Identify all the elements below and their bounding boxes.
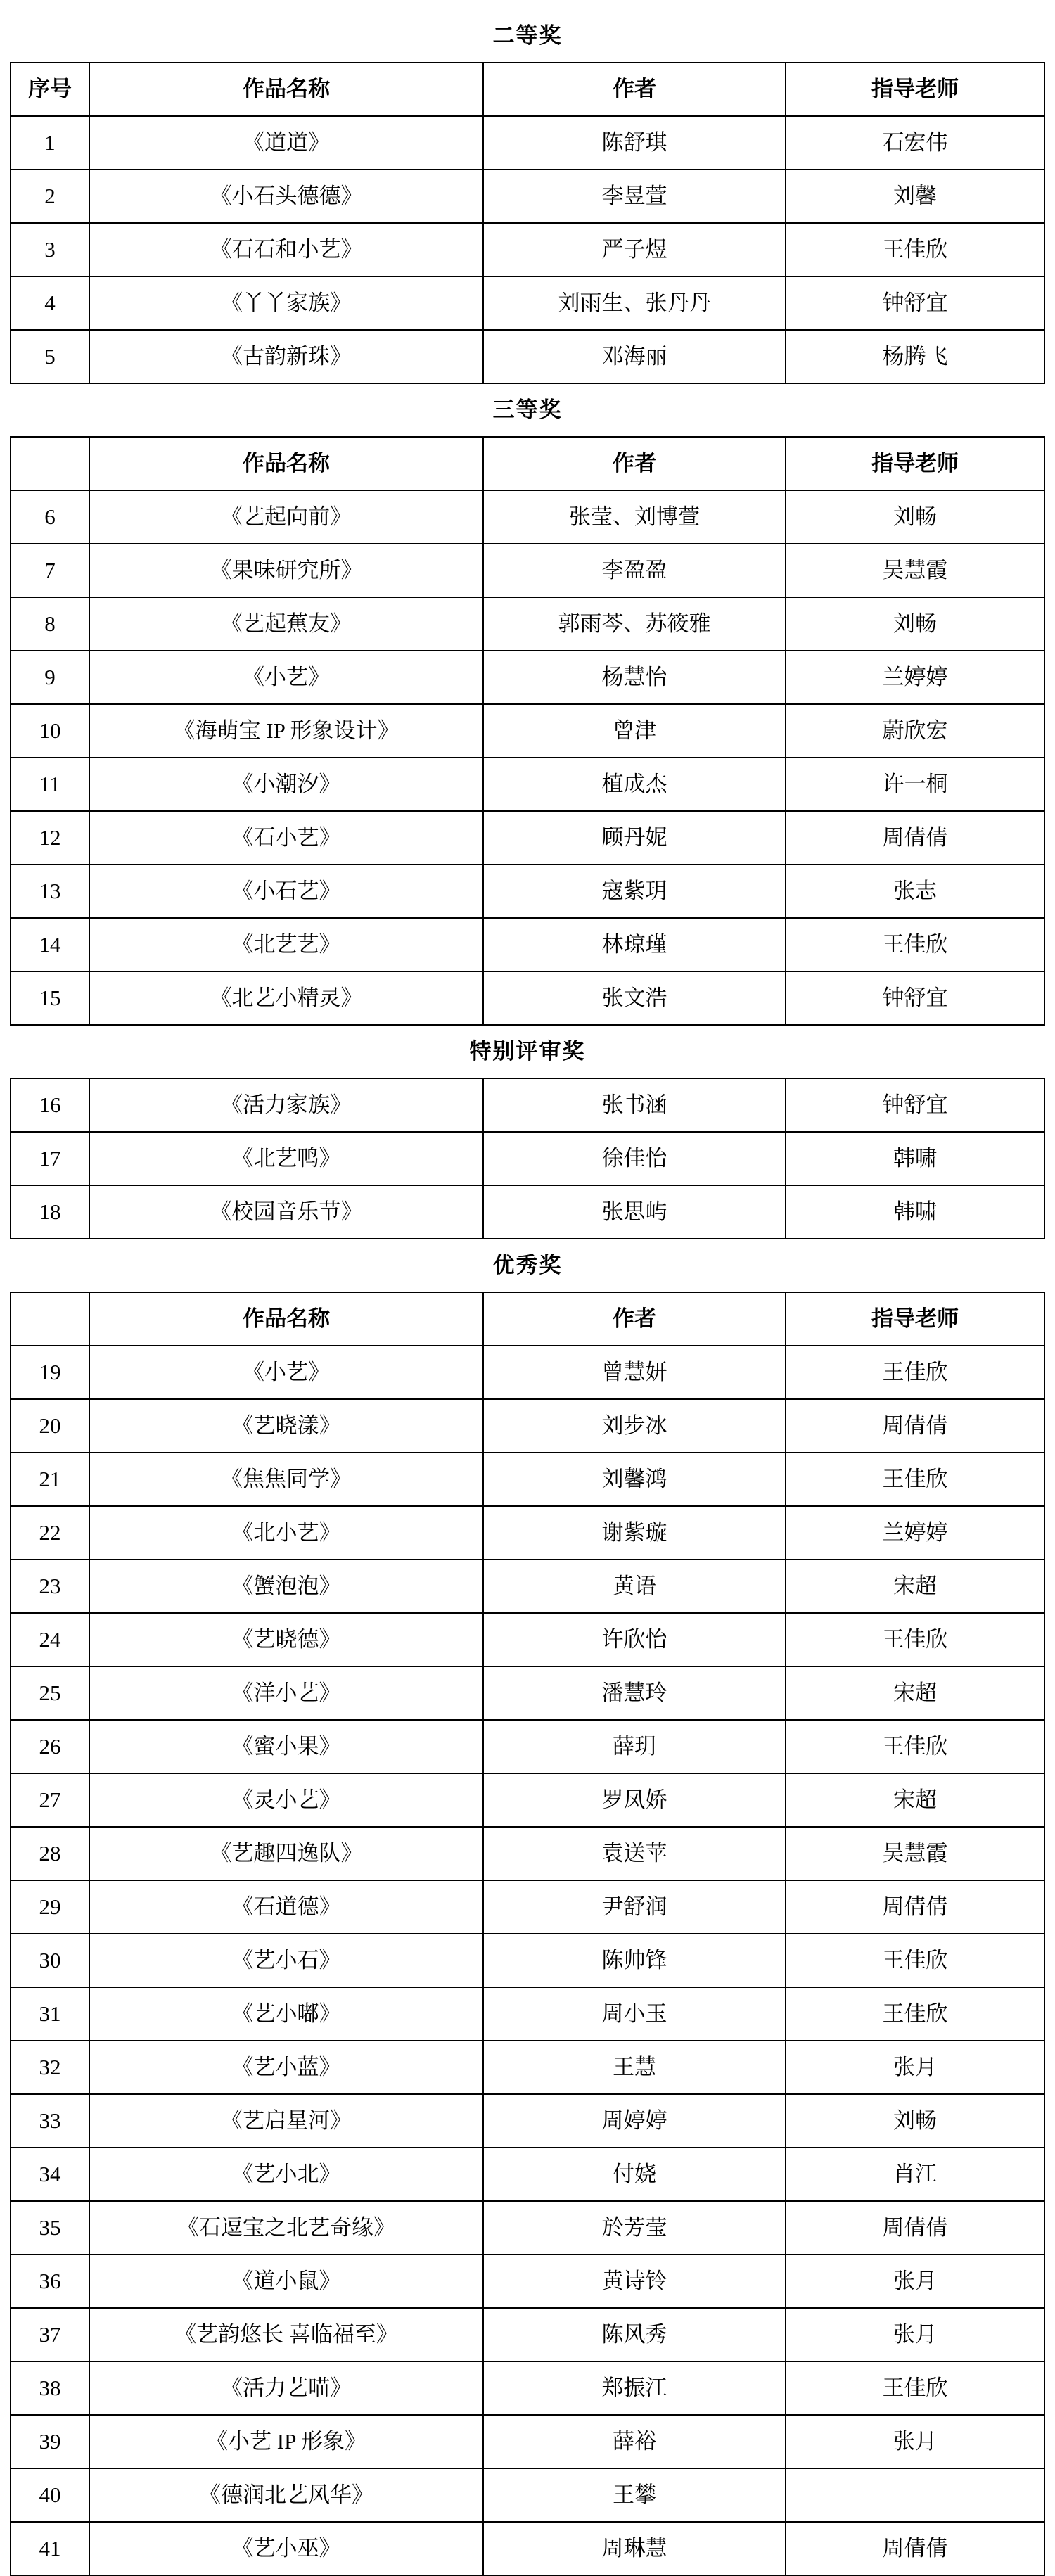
row-work-title: 《石小艺》 [89,811,483,865]
column-header-row [11,1292,1044,1346]
row-teacher: 钟舒宜 [786,971,1044,1025]
table-row [11,330,1044,383]
row-work-title: 《果味研究所》 [89,544,483,597]
column-header-2: 作者 [483,63,786,116]
row-teacher: 韩啸 [786,1132,1044,1185]
row-work-title: 《活力艺喵》 [89,2361,483,2415]
award-list-page [0,10,1055,2576]
row-author: 袁送苹 [483,1827,786,1880]
award-section-title: 二等奖 [11,10,1044,63]
row-author: 郑振江 [483,2361,786,2415]
row-work-title: 《活力家族》 [89,1078,483,1132]
row-author: 张思屿 [483,1185,786,1239]
row-author: 潘慧玲 [483,1666,786,1720]
row-teacher: 王佳欣 [786,2361,1044,2415]
row-author: 王慧 [483,2041,786,2094]
row-author: 徐佳怡 [483,1132,786,1185]
row-teacher: 周倩倩 [786,1399,1044,1453]
table-row [11,1346,1044,1399]
column-header-0 [11,437,89,490]
award-table [10,10,1045,2576]
row-work-title: 《艺晓漾》 [89,1399,483,1453]
row-work-title: 《北艺小精灵》 [89,971,483,1025]
row-number: 26 [11,1720,89,1773]
row-number: 16 [11,1078,89,1132]
row-number: 10 [11,704,89,758]
row-teacher: 刘馨 [786,170,1044,223]
row-number: 22 [11,1506,89,1560]
table-row [11,1560,1044,1613]
column-header-3: 指导老师 [786,63,1044,116]
row-work-title: 《石道德》 [89,1880,483,1934]
row-author: 邓海丽 [483,330,786,383]
row-work-title: 《艺小巫》 [89,2522,483,2575]
row-work-title: 《海萌宝 IP 形象设计》 [89,704,483,758]
award-section-title-row [11,10,1044,63]
row-number: 17 [11,1132,89,1185]
row-number: 11 [11,758,89,811]
row-number: 34 [11,2148,89,2201]
row-teacher: 兰婷婷 [786,1506,1044,1560]
row-number: 35 [11,2201,89,2255]
row-work-title: 《蜜小果》 [89,1720,483,1773]
row-teacher: 刘畅 [786,490,1044,544]
row-work-title: 《小石头德德》 [89,170,483,223]
row-number: 40 [11,2468,89,2522]
row-author: 陈风秀 [483,2308,786,2361]
award-section-title-row [11,383,1044,437]
row-work-title: 《道小鼠》 [89,2255,483,2308]
award-section-title-row [11,1025,1044,1078]
row-teacher: 钟舒宜 [786,276,1044,330]
table-row [11,2522,1044,2575]
table-row [11,1399,1044,1453]
row-teacher: 张月 [786,2308,1044,2361]
row-author: 周琳慧 [483,2522,786,2575]
row-teacher: 王佳欣 [786,918,1044,971]
row-work-title: 《灵小艺》 [89,1773,483,1827]
table-row [11,811,1044,865]
row-author: 林琼瑾 [483,918,786,971]
table-row [11,1773,1044,1827]
row-teacher: 周倩倩 [786,1880,1044,1934]
row-work-title: 《校园音乐节》 [89,1185,483,1239]
row-author: 於芳莹 [483,2201,786,2255]
row-work-title: 《道道》 [89,116,483,170]
table-row [11,1934,1044,1987]
row-work-title: 《艺小石》 [89,1934,483,1987]
row-number: 23 [11,1560,89,1613]
row-teacher: 周倩倩 [786,811,1044,865]
table-row [11,1185,1044,1239]
row-number: 4 [11,276,89,330]
row-number: 37 [11,2308,89,2361]
row-number: 9 [11,651,89,704]
row-author: 王攀 [483,2468,786,2522]
row-author: 张文浩 [483,971,786,1025]
table-row [11,2308,1044,2361]
row-author: 刘雨生、张丹丹 [483,276,786,330]
row-author: 李盈盈 [483,544,786,597]
row-work-title: 《丫丫家族》 [89,276,483,330]
row-work-title: 《蟹泡泡》 [89,1560,483,1613]
row-number: 33 [11,2094,89,2148]
row-teacher: 宋超 [786,1666,1044,1720]
table-row [11,651,1044,704]
table-row [11,1827,1044,1880]
row-work-title: 《小潮汐》 [89,758,483,811]
table-row [11,2094,1044,2148]
table-row [11,1987,1044,2041]
row-number: 24 [11,1613,89,1666]
row-number: 1 [11,116,89,170]
column-header-row [11,437,1044,490]
row-work-title: 《艺趣四逸队》 [89,1827,483,1880]
row-number: 36 [11,2255,89,2308]
row-number: 28 [11,1827,89,1880]
row-work-title: 《洋小艺》 [89,1666,483,1720]
row-number: 2 [11,170,89,223]
table-row [11,2361,1044,2415]
table-row [11,2041,1044,2094]
row-author: 陈舒琪 [483,116,786,170]
table-row [11,597,1044,651]
row-number: 27 [11,1773,89,1827]
row-author: 曾津 [483,704,786,758]
table-row [11,1720,1044,1773]
table-row [11,2201,1044,2255]
row-work-title: 《艺小北》 [89,2148,483,2201]
table-row [11,490,1044,544]
table-row [11,1132,1044,1185]
row-teacher: 石宏伟 [786,116,1044,170]
row-author: 杨慧怡 [483,651,786,704]
row-author: 郭雨芩、苏筱雅 [483,597,786,651]
row-author: 顾丹妮 [483,811,786,865]
award-section-title: 优秀奖 [11,1239,1044,1292]
row-work-title: 《石石和小艺》 [89,223,483,276]
row-author: 周小玉 [483,1987,786,2041]
row-number: 14 [11,918,89,971]
row-number: 7 [11,544,89,597]
row-number: 41 [11,2522,89,2575]
row-teacher: 张月 [786,2041,1044,2094]
table-row [11,2415,1044,2468]
row-teacher: 吴慧霞 [786,1827,1044,1880]
row-author: 黄语 [483,1560,786,1613]
row-teacher: 兰婷婷 [786,651,1044,704]
row-author: 李昱萱 [483,170,786,223]
row-number: 25 [11,1666,89,1720]
row-work-title: 《小艺》 [89,651,483,704]
row-number: 3 [11,223,89,276]
row-number: 30 [11,1934,89,1987]
row-teacher: 许一桐 [786,758,1044,811]
row-author: 植成杰 [483,758,786,811]
row-teacher: 周倩倩 [786,2201,1044,2255]
row-author: 严子煜 [483,223,786,276]
table-row [11,2148,1044,2201]
row-teacher: 王佳欣 [786,1934,1044,1987]
row-number: 29 [11,1880,89,1934]
row-number: 38 [11,2361,89,2415]
row-teacher: 张月 [786,2415,1044,2468]
row-work-title: 《石逗宝之北艺奇缘》 [89,2201,483,2255]
column-header-2: 作者 [483,437,786,490]
row-author: 寇紫玥 [483,865,786,918]
table-row [11,704,1044,758]
row-teacher: 张月 [786,2255,1044,2308]
column-header-3: 指导老师 [786,437,1044,490]
table-row [11,918,1044,971]
row-work-title: 《小石艺》 [89,865,483,918]
row-teacher: 肖江 [786,2148,1044,2201]
row-work-title: 《艺启星河》 [89,2094,483,2148]
table-row [11,223,1044,276]
table-row [11,170,1044,223]
row-number: 8 [11,597,89,651]
table-row [11,116,1044,170]
row-teacher: 王佳欣 [786,1720,1044,1773]
table-row [11,1078,1044,1132]
column-header-1: 作品名称 [89,1292,483,1346]
row-number: 32 [11,2041,89,2094]
row-author: 尹舒润 [483,1880,786,1934]
row-teacher: 刘畅 [786,597,1044,651]
row-author: 罗凤娇 [483,1773,786,1827]
award-section-title-row [11,1239,1044,1292]
row-teacher: 吴慧霞 [786,544,1044,597]
award-section-title: 三等奖 [11,383,1044,437]
row-work-title: 《小艺 IP 形象》 [89,2415,483,2468]
row-work-title: 《小艺》 [89,1346,483,1399]
column-header-2: 作者 [483,1292,786,1346]
row-work-title: 《艺小嘟》 [89,1987,483,2041]
row-teacher: 王佳欣 [786,1346,1044,1399]
row-work-title: 《北艺艺》 [89,918,483,971]
row-work-title: 《北小艺》 [89,1506,483,1560]
row-teacher: 王佳欣 [786,1453,1044,1506]
row-work-title: 《艺晓德》 [89,1613,483,1666]
row-number: 39 [11,2415,89,2468]
column-header-1: 作品名称 [89,63,483,116]
row-teacher: 钟舒宜 [786,1078,1044,1132]
table-row [11,758,1044,811]
award-table-body [11,10,1044,2575]
row-work-title: 《艺韵悠长 喜临福至》 [89,2308,483,2361]
row-author: 刘步冰 [483,1399,786,1453]
row-work-title: 《艺起向前》 [89,490,483,544]
award-section-title: 特别评审奖 [11,1025,1044,1078]
row-author: 曾慧妍 [483,1346,786,1399]
table-row [11,1666,1044,1720]
row-author: 张莹、刘博萱 [483,490,786,544]
row-author: 刘馨鸿 [483,1453,786,1506]
row-number: 12 [11,811,89,865]
table-row [11,1613,1044,1666]
row-number: 6 [11,490,89,544]
row-author: 付娆 [483,2148,786,2201]
row-teacher: 王佳欣 [786,223,1044,276]
row-teacher: 杨腾飞 [786,330,1044,383]
row-teacher: 宋超 [786,1773,1044,1827]
table-row [11,2255,1044,2308]
table-row [11,544,1044,597]
row-work-title: 《德润北艺风华》 [89,2468,483,2522]
table-row [11,1453,1044,1506]
row-number: 20 [11,1399,89,1453]
table-row [11,276,1044,330]
row-teacher: 韩啸 [786,1185,1044,1239]
row-number: 15 [11,971,89,1025]
column-header-3: 指导老师 [786,1292,1044,1346]
row-author: 许欣怡 [483,1613,786,1666]
table-row [11,865,1044,918]
row-number: 5 [11,330,89,383]
row-work-title: 《北艺鸭》 [89,1132,483,1185]
row-number: 31 [11,1987,89,2041]
table-row [11,971,1044,1025]
row-author: 张书涵 [483,1078,786,1132]
row-author: 黄诗铃 [483,2255,786,2308]
row-number: 13 [11,865,89,918]
row-teacher: 蔚欣宏 [786,704,1044,758]
row-work-title: 《艺起蕉友》 [89,597,483,651]
row-author: 薛裕 [483,2415,786,2468]
column-header-0 [11,1292,89,1346]
row-number: 18 [11,1185,89,1239]
row-author: 陈帅锋 [483,1934,786,1987]
column-header-row [11,63,1044,116]
row-teacher: 王佳欣 [786,1613,1044,1666]
row-author: 周婷婷 [483,2094,786,2148]
row-teacher: 周倩倩 [786,2522,1044,2575]
row-number: 19 [11,1346,89,1399]
column-header-0: 序号 [11,63,89,116]
row-work-title: 《艺小蓝》 [89,2041,483,2094]
row-teacher: 刘畅 [786,2094,1044,2148]
row-teacher: 宋超 [786,1560,1044,1613]
row-teacher: 王佳欣 [786,1987,1044,2041]
row-teacher [786,2468,1044,2522]
row-teacher: 张志 [786,865,1044,918]
table-row [11,2468,1044,2522]
row-work-title: 《古韵新珠》 [89,330,483,383]
row-author: 薛玥 [483,1720,786,1773]
column-header-1: 作品名称 [89,437,483,490]
table-row [11,1880,1044,1934]
table-row [11,1506,1044,1560]
row-work-title: 《焦焦同学》 [89,1453,483,1506]
row-number: 21 [11,1453,89,1506]
row-author: 谢紫璇 [483,1506,786,1560]
